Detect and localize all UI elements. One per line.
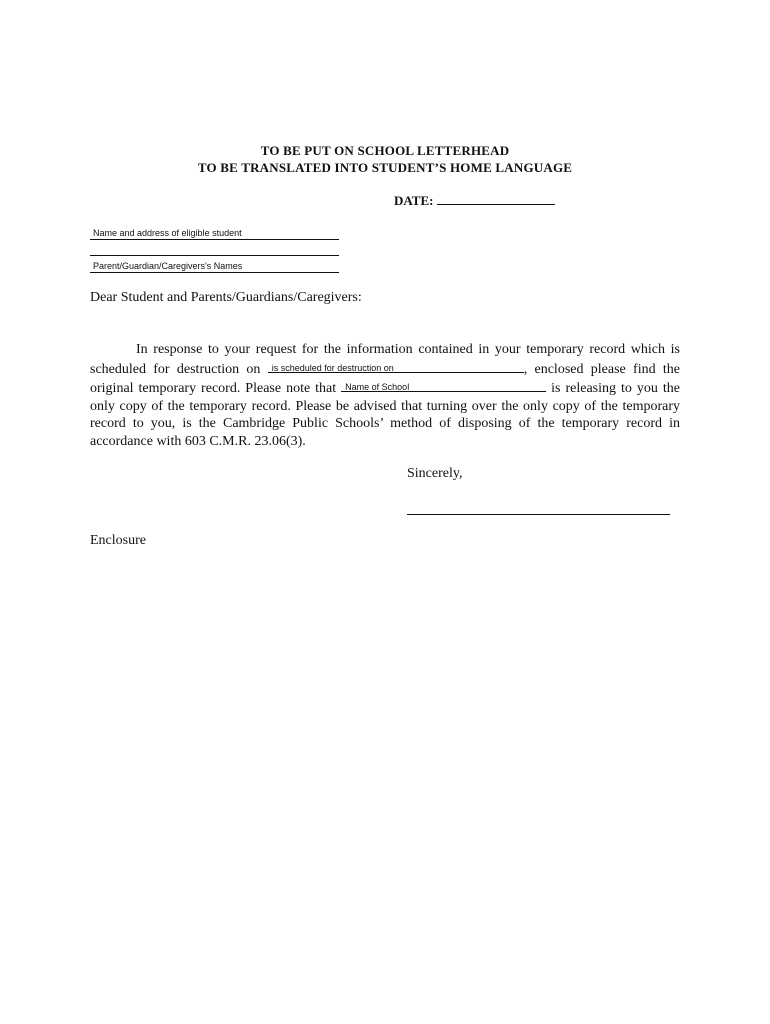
- student-name-address-value: Name and address of eligible student: [93, 228, 242, 238]
- parent-names-value: Parent/Guardian/Caregivers's Names: [93, 261, 243, 271]
- body-part-3: is releasing to you the only copy of the temporary record. Please be advised that turning over the only copy of the temporary record to you, is the Cambridge Public Schools’ method of disposing of the temporary record in accordance with 603 C.M.R. 23.06(3).: [90, 381, 680, 449]
- body-part-1: In response to your request for the information contained in your temporary record which is scheduled for destruction on: [90, 342, 680, 377]
- date-row: [394, 193, 555, 209]
- body-part-2: , enclosed please find the original temporary record. Please note that: [90, 361, 680, 396]
- translation-instruction: TO BE TRANSLATED INTO STUDENT’S HOME LANGUAGE: [197, 160, 573, 175]
- date-label: DATE:: [394, 193, 434, 208]
- school-name-value: Name of School: [345, 382, 410, 392]
- salutation: Dear Student and Parents/Guardians/Caregivers:: [90, 290, 362, 305]
- letterhead-instruction: TO BE PUT ON SCHOOL LETTERHEAD: [260, 143, 510, 158]
- address-line-field[interactable]: [90, 245, 339, 256]
- student-name-address-field[interactable]: [90, 227, 339, 240]
- enclosure-note: Enclosure: [90, 533, 146, 548]
- parent-names-field[interactable]: [90, 260, 339, 273]
- school-name-field[interactable]: [341, 378, 546, 392]
- date-field[interactable]: [437, 193, 555, 205]
- destruction-date-field[interactable]: [268, 359, 524, 373]
- letter-body: [90, 341, 680, 450]
- closing: Sincerely,: [407, 466, 463, 481]
- signature-line[interactable]: [407, 514, 670, 515]
- destruction-date-value: is scheduled for destruction on: [271, 362, 394, 373]
